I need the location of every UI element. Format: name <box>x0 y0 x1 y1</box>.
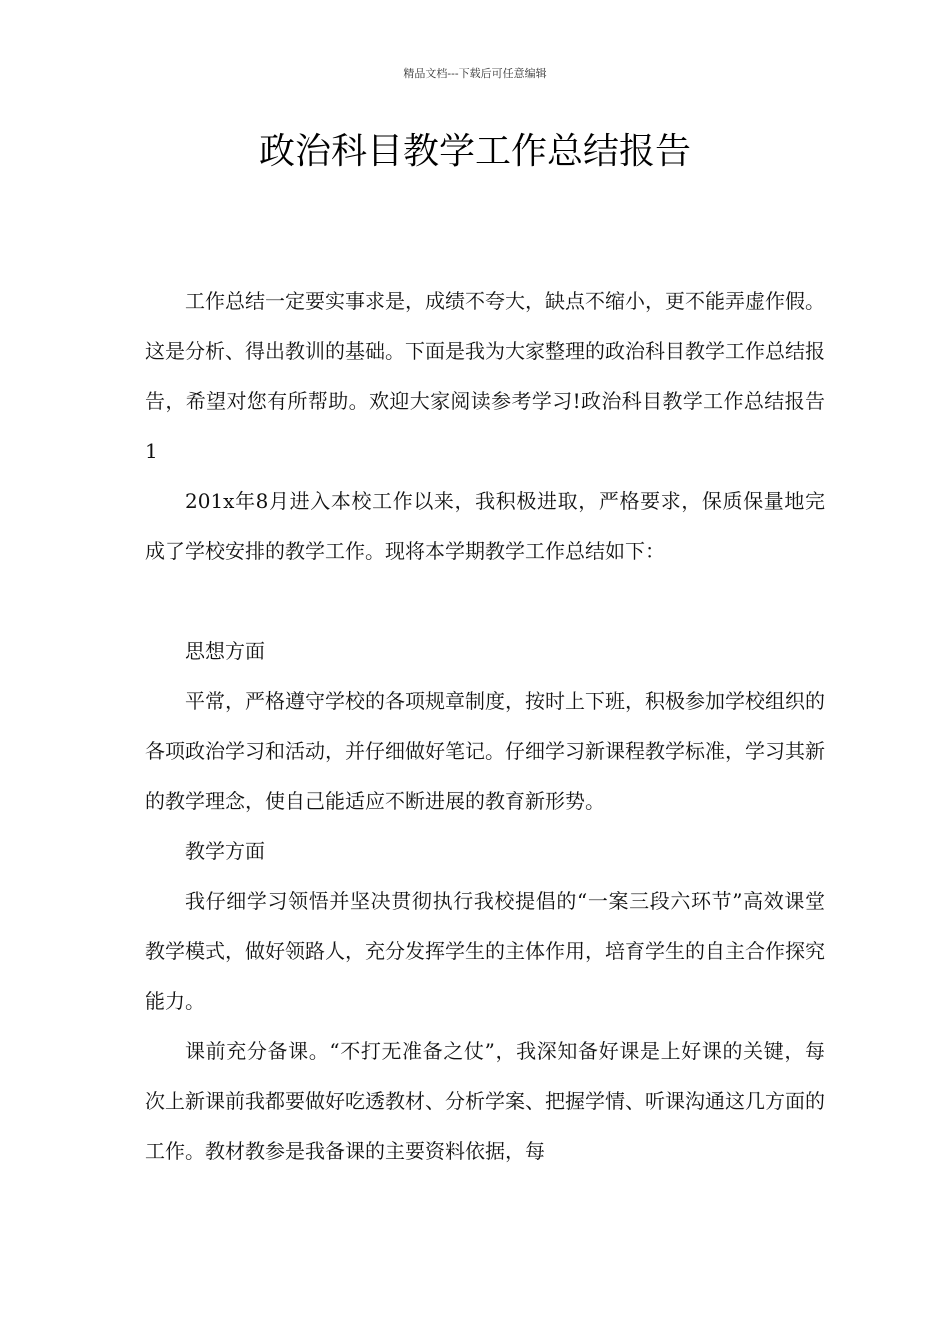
section-heading-thought: 思想方面 <box>185 639 265 663</box>
paragraph-thought: 平常，严格遵守学校的各项规章制度，按时上下班，积极参加学校组织的各项政治学习和活动，并仔细做好笔记。仔细学习新课程教学标准，学习其新的教学理念，使自己能适应不断进展的教育新形势。 <box>145 689 825 813</box>
paragraph-teaching-model: 我仔细学习领悟并坚决贯彻执行我校提倡的“一案三段六环节”高效课堂教学模式，做好领路人，充分发挥学生的主体作用，培育学生的自主合作探究能力。 <box>145 889 825 1013</box>
header-note: 精品文档---下载后可任意编辑 <box>403 67 547 80</box>
document-title: 政治科目教学工作总结报告 <box>258 131 691 172</box>
section-heading-teaching: 教学方面 <box>185 839 265 863</box>
paragraph-start-work: 201x年8月进入本校工作以来，我积极进取，严格要求，保质保量地完成了学校安排的教学工作。现将本学期教学工作总结如下： <box>145 489 825 563</box>
paragraph-intro: 工作总结一定要实事求是，成绩不夸大，缺点不缩小，更不能弄虚作假。这是分析、得出教训的基础。下面是我为大家整理的政治科目教学工作总结报告，希望对您有所帮助。欢迎大家阅读参考学习!政治科目教学工作总结报告1 <box>145 289 825 463</box>
paragraph-lesson-prep: 课前充分备课。“不打无准备之仗”，我深知备好课是上好课的关键，每次上新课前我都要做好吃透教材、分析学案、把握学情、听课沟通这几方面的工作。教材教参是我备课的主要资料依据，每 <box>145 1039 825 1163</box>
document-body <box>145 276 825 1176</box>
spacer <box>145 576 825 626</box>
